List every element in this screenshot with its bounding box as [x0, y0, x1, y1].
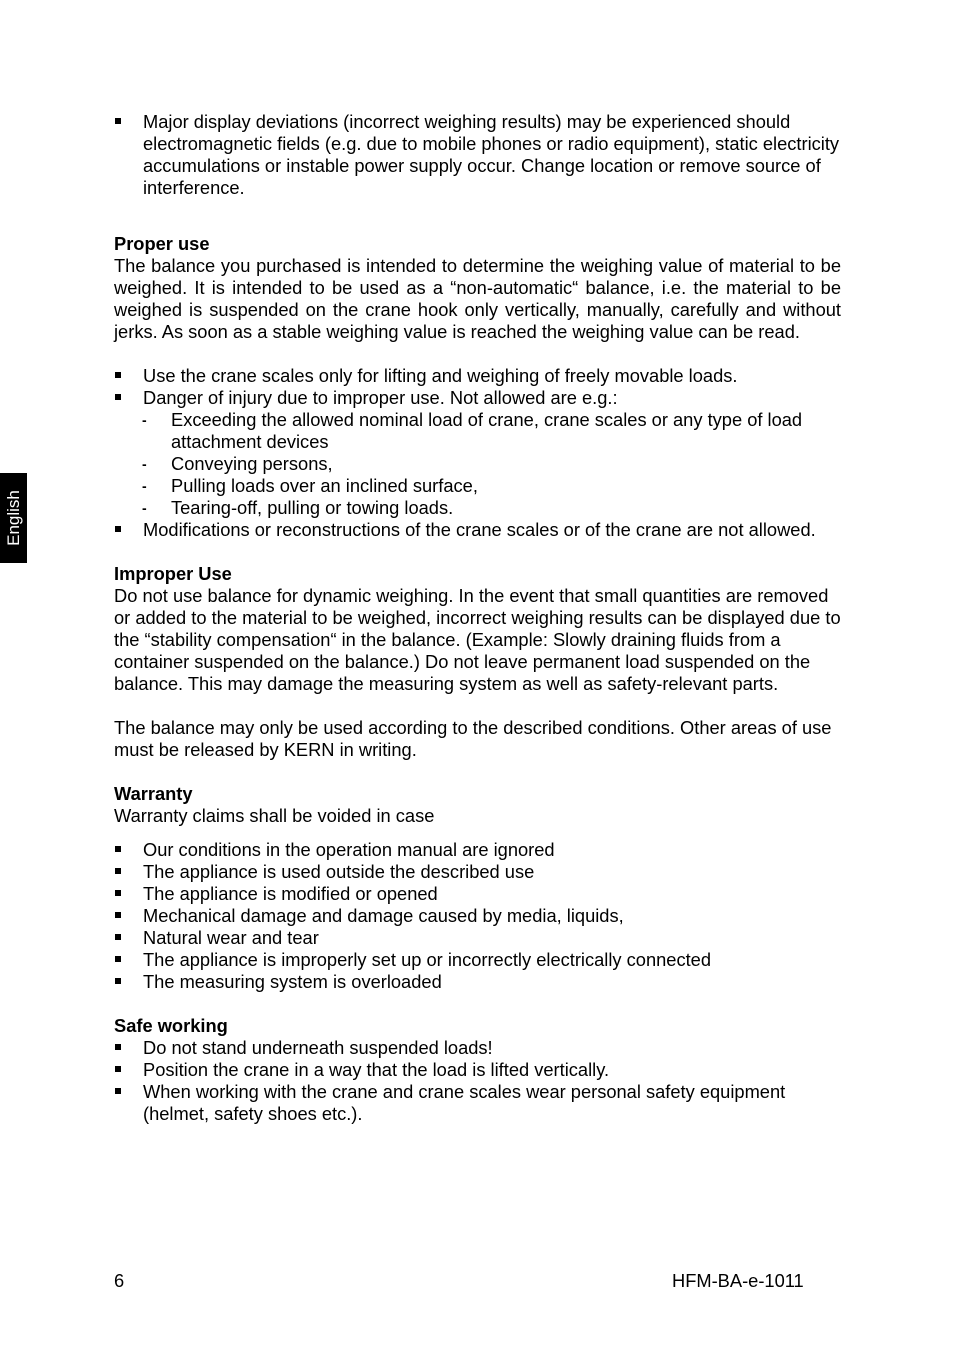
improper-use-paragraph: Do not use balance for dynamic weighing. In the event that small quantities are removed or added to the material to be weighed, incorrect weighing results can be displayed due to the “stability compensation“ in the balance. (Example: Slowly draining fluids from a container suspended on the balance.) Do not leave permanent load suspended on the balance. This may damage the measuring system as well as safety-relevant parts.	[114, 585, 841, 694]
sub-list-item: - Exceeding the allowed nominal load of crane, crane scales or any type of load attachment devices	[142, 409, 841, 453]
language-side-tab	[0, 473, 27, 563]
dash-bullet-icon	[142, 475, 147, 497]
list-item: The appliance is improperly set up or incorrectly electrically connected	[143, 949, 711, 970]
sub-list-item: - Tearing-off, pulling or towing loads.	[142, 497, 841, 519]
list-item: Our conditions in the operation manual are ignored	[143, 839, 555, 860]
conditions-paragraph: The balance may only be used according to the described conditions. Other areas of use must be released by KERN in writing.	[114, 717, 832, 760]
proper-use-bullet-list-end	[114, 519, 841, 541]
list-item: The appliance is used outside the described use	[143, 861, 535, 882]
sub-list-item: - Pulling loads over an inclined surface,	[142, 475, 841, 497]
intro-bullet-list	[114, 111, 841, 199]
proper-use-bullet-list	[114, 365, 841, 409]
warranty-intro: Warranty claims shall be voided in case	[114, 805, 435, 826]
section-heading-warranty: Warranty	[114, 783, 193, 804]
list-item: Position the crane in a way that the load is lifted vertically.	[143, 1059, 610, 1080]
section-heading-safe-working: Safe working	[114, 1015, 228, 1036]
safe-working-bullet-list	[114, 1037, 841, 1125]
not-allowed-sub-list	[114, 409, 841, 519]
list-item: When working with the crane and crane scales wear personal safety equipment (helmet, safety shoes etc.).	[143, 1081, 786, 1124]
page-number: 6	[114, 1270, 125, 1291]
list-item: Use the crane scales only for lifting and weighing of freely movable loads.	[143, 365, 738, 386]
warranty-bullet-list	[114, 839, 841, 993]
language-side-tab-label: English	[3, 490, 23, 546]
list-item: Major display deviations (incorrect weighing results) may be experienced should electromagnetic fields (e.g. due to mobile phones or radio equipment), static electricity accumulations or instable power supply occur. Change location or remove source of interference.	[143, 111, 840, 198]
dash-bullet-icon	[142, 453, 147, 475]
document-body	[114, 111, 841, 1125]
dash-bullet-icon	[142, 409, 147, 431]
dash-bullet-icon	[142, 497, 147, 519]
section-heading-proper-use: Proper use	[114, 233, 210, 254]
list-item: Modifications or reconstructions of the crane scales or of the crane are not allowed.	[143, 519, 816, 540]
list-item: Do not stand underneath suspended loads!	[143, 1037, 493, 1058]
document-id: HFM-BA-e-1011	[672, 1270, 804, 1291]
list-item: Mechanical damage and damage caused by media, liquids,	[143, 905, 624, 926]
sub-list-item: - Conveying persons,	[142, 453, 841, 475]
list-item: Natural wear and tear	[143, 927, 319, 948]
section-heading-improper-use: Improper Use	[114, 563, 232, 584]
list-item: The measuring system is overloaded	[143, 971, 442, 992]
list-item: Danger of injury due to improper use. Not allowed are e.g.:	[143, 387, 618, 408]
list-item: The appliance is modified or opened	[143, 883, 438, 904]
proper-use-paragraph: The balance you purchased is intended to determine the weighing value of material to be weighed. It is intended to be used as a “non-automatic“ balance, i.e. the material to be weighed is suspended on the crane hook only vertically, manually, carefully and without jerks. As soon as a stable weighing value is reached the weighing value can be read.	[114, 255, 841, 342]
